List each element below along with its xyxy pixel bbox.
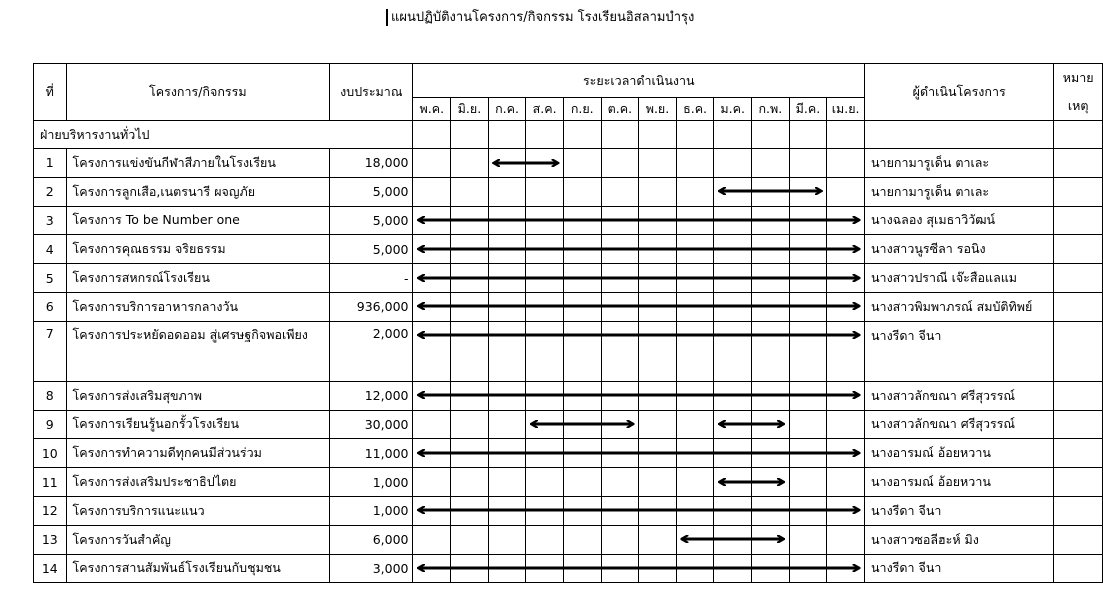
month-cell	[413, 264, 451, 293]
table-row	[34, 321, 1103, 381]
header-period: ระยะเวลาดำเนินงาน	[413, 64, 865, 98]
month-cell	[639, 554, 677, 583]
project-owner: นางอารมณ์ อ้อยหวาน	[865, 439, 1054, 468]
month-cell	[413, 468, 451, 497]
budget-value: 6,000	[330, 525, 413, 554]
month-cell	[676, 381, 714, 410]
month-cell	[752, 321, 790, 381]
month-cell	[676, 525, 714, 554]
month-cell	[601, 321, 639, 381]
month-cell	[676, 410, 714, 439]
row-number: 5	[34, 264, 67, 293]
month-cell	[714, 468, 752, 497]
month-header: ก.พ.	[752, 98, 790, 121]
table-row	[34, 206, 1103, 235]
month-cell	[601, 496, 639, 525]
row-number: 6	[34, 292, 67, 321]
month-cell	[563, 177, 601, 206]
budget-value: 3,000	[330, 554, 413, 583]
month-cell	[714, 496, 752, 525]
row-number: 13	[34, 525, 67, 554]
month-cell	[752, 439, 790, 468]
row-number: 14	[34, 554, 67, 583]
month-cell	[563, 439, 601, 468]
month-cell	[714, 177, 752, 206]
project-owner: นางสาวพิมพาภรณ์ สมบัติทิพย์	[865, 292, 1054, 321]
table-row	[34, 235, 1103, 264]
month-cell	[714, 439, 752, 468]
month-cell	[526, 439, 564, 468]
month-cell	[451, 468, 489, 497]
month-cell	[714, 381, 752, 410]
project-name: โครงการแข่งขันกีฬาสีภายในโรงเรียน	[66, 149, 330, 178]
month-cell	[488, 206, 526, 235]
remark-cell	[1054, 235, 1103, 264]
month-cell	[563, 235, 601, 264]
month-cell	[526, 525, 564, 554]
month-cell	[563, 149, 601, 178]
month-cell	[676, 292, 714, 321]
month-cell	[451, 264, 489, 293]
project-owner: นางรีดา จีนา	[865, 321, 1054, 381]
month-cell	[488, 235, 526, 264]
month-cell	[827, 149, 865, 178]
month-cell	[488, 321, 526, 381]
table-row	[34, 439, 1103, 468]
month-cell	[676, 321, 714, 381]
month-cell	[601, 554, 639, 583]
month-cell	[827, 292, 865, 321]
month-header: พ.ย.	[639, 98, 677, 121]
month-cell	[451, 149, 489, 178]
row-number: 9	[34, 410, 67, 439]
month-cell	[563, 468, 601, 497]
month-cell	[601, 235, 639, 264]
row-number: 11	[34, 468, 67, 497]
month-cell	[714, 525, 752, 554]
row-number: 7	[34, 321, 67, 381]
month-cell	[676, 468, 714, 497]
month-cell	[488, 292, 526, 321]
budget-value: 2,000	[330, 321, 413, 381]
project-plan-table	[33, 63, 1103, 583]
document-title: แผนปฏิบัติงานโครงการ/กิจกรรม โรงเรียนอิสลามบำรุง	[386, 9, 694, 26]
month-cell	[601, 206, 639, 235]
month-cell	[488, 439, 526, 468]
month-cell	[827, 554, 865, 583]
month-cell	[714, 149, 752, 178]
month-cell	[789, 496, 827, 525]
month-cell	[601, 525, 639, 554]
month-cell	[752, 496, 790, 525]
remark-cell	[1054, 177, 1103, 206]
month-cell	[563, 292, 601, 321]
project-name: โครงการประหยัดอดออม สู่เศรษฐกิจพอเพียง	[66, 321, 330, 381]
month-cell	[563, 321, 601, 381]
project-owner: นางฉลอง สุเมธาวิวัฒน์	[865, 206, 1054, 235]
project-name: โครงการทำความดีทุกคนมีส่วนร่วม	[66, 439, 330, 468]
month-cell	[676, 496, 714, 525]
budget-value: 12,000	[330, 381, 413, 410]
month-cell	[789, 235, 827, 264]
project-name: โครงการวันสำคัญ	[66, 525, 330, 554]
month-cell	[526, 235, 564, 264]
remark-cell	[1054, 292, 1103, 321]
table-row	[34, 554, 1103, 583]
month-cell	[413, 554, 451, 583]
month-cell	[451, 554, 489, 583]
remark-cell	[1054, 496, 1103, 525]
month-cell	[827, 177, 865, 206]
month-cell	[752, 235, 790, 264]
month-cell	[639, 381, 677, 410]
project-name: โครงการคุณธรรม จริยธรรม	[66, 235, 330, 264]
month-cell	[789, 554, 827, 583]
budget-value: 1,000	[330, 496, 413, 525]
remark-cell	[1054, 206, 1103, 235]
table-row	[34, 149, 1103, 178]
month-cell	[789, 468, 827, 497]
month-cell	[601, 149, 639, 178]
month-cell	[714, 206, 752, 235]
month-header: ส.ค.	[526, 98, 564, 121]
month-header: เม.ย.	[827, 98, 865, 121]
month-cell	[827, 439, 865, 468]
month-cell	[639, 149, 677, 178]
month-cell	[526, 264, 564, 293]
project-name: โครงการบริการอาหารกลางวัน	[66, 292, 330, 321]
table-row	[34, 381, 1103, 410]
month-cell	[789, 381, 827, 410]
month-cell	[676, 264, 714, 293]
project-name: โครงการเรียนรู้นอกรั้วโรงเรียน	[66, 410, 330, 439]
month-cell	[676, 439, 714, 468]
month-cell	[639, 496, 677, 525]
header-project: โครงการ/กิจกรรม	[66, 64, 330, 121]
project-owner: นางสาวลักขณา ศรีสุวรรณ์	[865, 410, 1054, 439]
month-cell	[639, 410, 677, 439]
month-cell	[639, 177, 677, 206]
month-cell	[451, 496, 489, 525]
project-owner: นางรีดา จีนา	[865, 496, 1054, 525]
project-name: โครงการส่งเสริมประชาธิปไตย	[66, 468, 330, 497]
month-cell	[714, 292, 752, 321]
month-cell	[639, 235, 677, 264]
month-cell	[827, 496, 865, 525]
month-cell	[752, 177, 790, 206]
table-row	[34, 468, 1103, 497]
table-row	[34, 525, 1103, 554]
project-name: โครงการลูกเสือ,เนตรนารี ผจญภัย	[66, 177, 330, 206]
month-cell	[714, 264, 752, 293]
month-cell	[752, 554, 790, 583]
month-cell	[601, 468, 639, 497]
month-cell	[413, 206, 451, 235]
row-number: 2	[34, 177, 67, 206]
month-cell	[451, 206, 489, 235]
row-number: 3	[34, 206, 67, 235]
project-name: โครงการสานสัมพันธ์โรงเรียนกับชุมชน	[66, 554, 330, 583]
budget-value: -	[330, 264, 413, 293]
month-cell	[488, 381, 526, 410]
month-header: มี.ค.	[789, 98, 827, 121]
remark-cell	[1054, 321, 1103, 381]
month-cell	[601, 264, 639, 293]
month-cell	[451, 381, 489, 410]
section-title: ฝ่ายบริหารงานทั่วไป	[34, 121, 413, 149]
month-cell	[601, 292, 639, 321]
month-cell	[639, 264, 677, 293]
month-cell	[752, 264, 790, 293]
month-cell	[601, 381, 639, 410]
month-cell	[563, 410, 601, 439]
remark-cell	[1054, 381, 1103, 410]
month-cell	[526, 468, 564, 497]
row-number: 8	[34, 381, 67, 410]
month-cell	[789, 206, 827, 235]
month-cell	[526, 410, 564, 439]
month-cell	[488, 554, 526, 583]
month-cell	[451, 235, 489, 264]
month-cell	[488, 496, 526, 525]
month-cell	[714, 321, 752, 381]
month-cell	[676, 149, 714, 178]
month-cell	[601, 177, 639, 206]
project-owner: นางสาวซอลีฮะห์ มิง	[865, 525, 1054, 554]
budget-value: 30,000	[330, 410, 413, 439]
month-cell	[827, 468, 865, 497]
budget-value: 5,000	[330, 235, 413, 264]
month-cell	[526, 292, 564, 321]
month-cell	[789, 264, 827, 293]
month-header: ก.ค.	[488, 98, 526, 121]
month-cell	[827, 206, 865, 235]
month-cell	[563, 381, 601, 410]
month-cell	[413, 525, 451, 554]
month-cell	[676, 206, 714, 235]
month-cell	[488, 264, 526, 293]
month-cell	[413, 177, 451, 206]
project-name: โครงการส่งเสริมสุขภาพ	[66, 381, 330, 410]
remark-cell	[1054, 468, 1103, 497]
month-cell	[639, 321, 677, 381]
month-cell	[639, 292, 677, 321]
row-number: 1	[34, 149, 67, 178]
month-cell	[827, 235, 865, 264]
header-budget: งบประมาณ	[330, 64, 413, 121]
month-cell	[714, 554, 752, 583]
month-cell	[752, 525, 790, 554]
month-cell	[488, 525, 526, 554]
month-cell	[789, 525, 827, 554]
month-header: ม.ค.	[714, 98, 752, 121]
header-remark	[1054, 64, 1103, 121]
month-cell	[526, 206, 564, 235]
month-cell	[488, 468, 526, 497]
month-cell	[639, 525, 677, 554]
month-cell	[413, 149, 451, 178]
month-cell	[413, 235, 451, 264]
month-cell	[488, 410, 526, 439]
remark-cell	[1054, 149, 1103, 178]
month-cell	[451, 439, 489, 468]
month-cell	[752, 381, 790, 410]
month-cell	[488, 177, 526, 206]
budget-value: 1,000	[330, 468, 413, 497]
month-cell	[601, 410, 639, 439]
month-cell	[827, 525, 865, 554]
header-no: ที่	[34, 64, 67, 121]
remark-cell	[1054, 439, 1103, 468]
month-cell	[601, 439, 639, 468]
month-cell	[676, 177, 714, 206]
remark-cell	[1054, 525, 1103, 554]
month-cell	[526, 177, 564, 206]
month-cell	[639, 468, 677, 497]
header-remark-line1: หมาย	[1062, 70, 1094, 85]
header-owner: ผู้ดำเนินโครงการ	[865, 64, 1054, 121]
month-cell	[827, 381, 865, 410]
month-header: ต.ค.	[601, 98, 639, 121]
month-cell	[639, 206, 677, 235]
budget-value: 936,000	[330, 292, 413, 321]
month-cell	[827, 321, 865, 381]
table-row	[34, 177, 1103, 206]
month-cell	[676, 554, 714, 583]
month-cell	[563, 525, 601, 554]
month-cell	[526, 554, 564, 583]
project-owner: นางสาวนูรซีลา รอนิง	[865, 235, 1054, 264]
month-cell	[451, 292, 489, 321]
project-name: โครงการ To be Number one	[66, 206, 330, 235]
month-cell	[752, 410, 790, 439]
project-name: โครงการบริการแนะแนว	[66, 496, 330, 525]
month-cell	[789, 292, 827, 321]
month-cell	[789, 149, 827, 178]
month-cell	[714, 235, 752, 264]
month-cell	[413, 292, 451, 321]
budget-value: 11,000	[330, 439, 413, 468]
row-number: 12	[34, 496, 67, 525]
table-row	[34, 292, 1103, 321]
month-cell	[789, 410, 827, 439]
month-header: ก.ย.	[563, 98, 601, 121]
month-header: พ.ค.	[413, 98, 451, 121]
row-number: 10	[34, 439, 67, 468]
month-cell	[789, 321, 827, 381]
month-cell	[676, 235, 714, 264]
month-header: มิ.ย.	[451, 98, 489, 121]
month-cell	[413, 410, 451, 439]
budget-value: 18,000	[330, 149, 413, 178]
project-owner: นางรีดา จีนา	[865, 554, 1054, 583]
project-owner: นางสาวปราณี เจ๊ะสือแลแม	[865, 264, 1054, 293]
month-cell	[827, 264, 865, 293]
row-number: 4	[34, 235, 67, 264]
month-cell	[827, 410, 865, 439]
table-row	[34, 410, 1103, 439]
month-cell	[413, 496, 451, 525]
month-cell	[752, 292, 790, 321]
month-cell	[639, 439, 677, 468]
table-row	[34, 496, 1103, 525]
table-row	[34, 264, 1103, 293]
header-remark-line2: เหตุ	[1067, 98, 1089, 113]
project-owner: นางอารมณ์ อ้อยหวาน	[865, 468, 1054, 497]
month-cell	[563, 264, 601, 293]
month-cell	[526, 496, 564, 525]
budget-value: 5,000	[330, 206, 413, 235]
month-header: ธ.ค.	[676, 98, 714, 121]
project-owner: นายกามารูเด็น ตาเละ	[865, 177, 1054, 206]
month-cell	[752, 468, 790, 497]
month-cell	[451, 410, 489, 439]
project-owner: นายกามารูเด็น ตาเละ	[865, 149, 1054, 178]
remark-cell	[1054, 554, 1103, 583]
month-cell	[789, 439, 827, 468]
month-cell	[526, 321, 564, 381]
month-cell	[752, 149, 790, 178]
month-cell	[714, 410, 752, 439]
month-cell	[413, 439, 451, 468]
month-cell	[526, 149, 564, 178]
month-cell	[488, 149, 526, 178]
remark-cell	[1054, 264, 1103, 293]
month-cell	[563, 496, 601, 525]
month-cell	[451, 321, 489, 381]
month-cell	[563, 554, 601, 583]
month-cell	[413, 321, 451, 381]
month-cell	[526, 381, 564, 410]
month-cell	[789, 177, 827, 206]
budget-value: 5,000	[330, 177, 413, 206]
month-cell	[451, 525, 489, 554]
month-cell	[752, 206, 790, 235]
month-cell	[451, 177, 489, 206]
month-cell	[563, 206, 601, 235]
project-name: โครงการสหกรณ์โรงเรียน	[66, 264, 330, 293]
month-cell	[413, 381, 451, 410]
project-owner: นางสาวลักขณา ศรีสุวรรณ์	[865, 381, 1054, 410]
remark-cell	[1054, 410, 1103, 439]
